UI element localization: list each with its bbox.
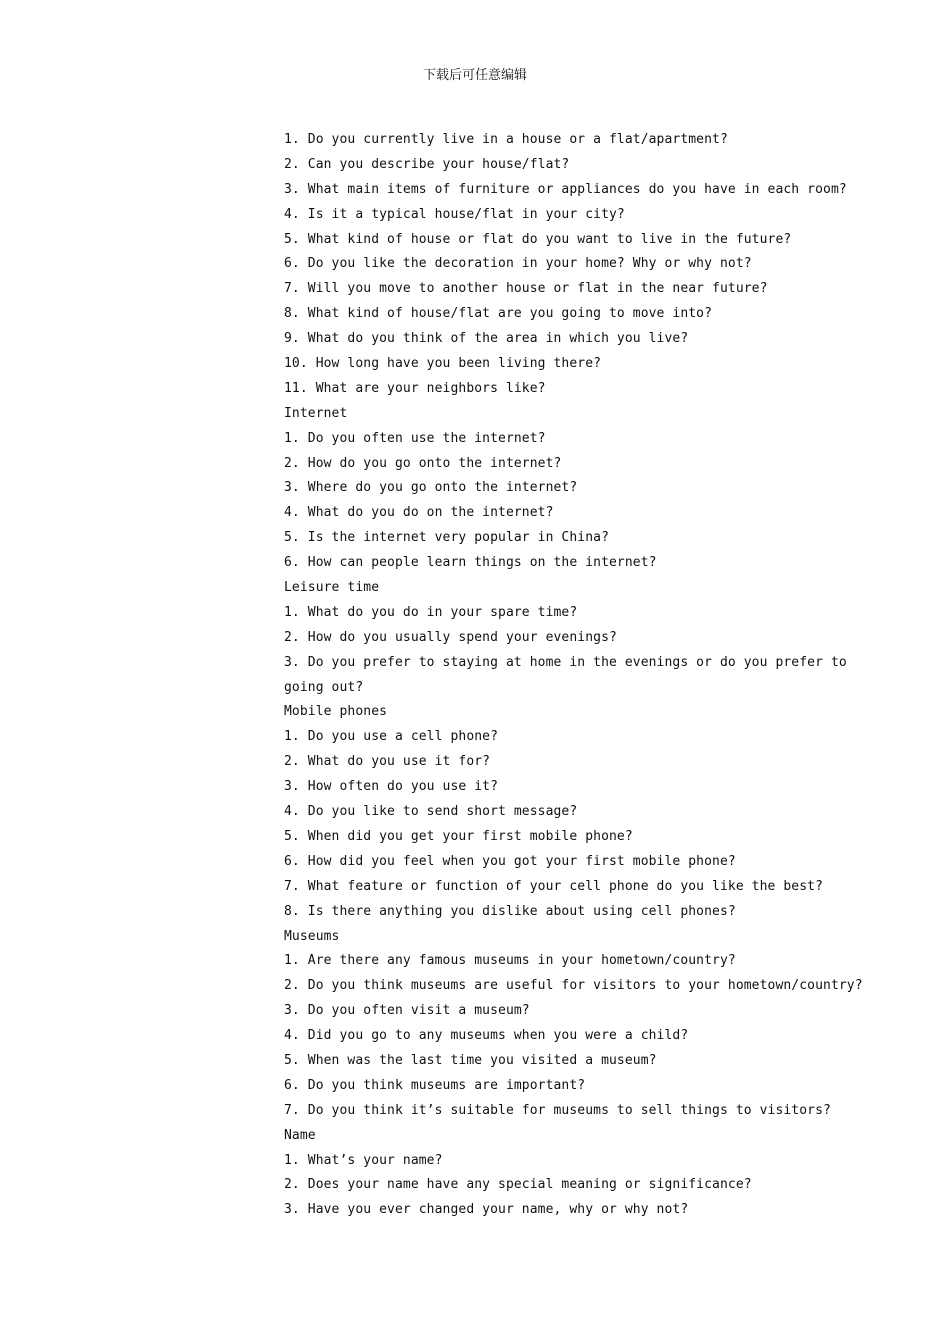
question-line: 2. What do you use it for? (284, 754, 491, 770)
question-line: 3. Do you often visit a museum? (284, 1003, 530, 1019)
question-line: 6. How can people learn things on the internet? (284, 555, 657, 571)
question-line: 1. Do you often use the internet? (284, 430, 546, 446)
page-header-text: 下载后可任意编辑 (422, 68, 527, 83)
question-line: 2. How do you go onto the internet? (284, 455, 562, 471)
question-line: 5. What kind of house or flat do you want to live in the future? (284, 231, 792, 247)
question-line: 4. Do you like to send short message? (284, 804, 578, 820)
document-body (284, 128, 863, 1223)
question-line: 3. Do you prefer to staying at home in the evenings or do you prefer to (284, 654, 847, 670)
question-line: 5. Is the internet very popular in China? (284, 530, 609, 546)
question-line: 11. What are your neighbors like? (284, 380, 546, 396)
question-line: 5. When did you get your first mobile phone? (284, 828, 633, 844)
question-line: 5. When was the last time you visited a museum? (284, 1052, 657, 1068)
question-line: 8. What kind of house/flat are you going to move into? (284, 306, 713, 322)
question-line: 8. Is there anything you dislike about using cell phones? (284, 903, 736, 919)
question-line: 3. Have you ever changed your name, why or why not? (284, 1202, 689, 1218)
question-line: 6. Do you think museums are important? (284, 1077, 586, 1093)
section-heading-internet: Internet (284, 405, 348, 421)
question-line: 10. How long have you been living there? (284, 356, 602, 372)
question-line: 1. What do you do in your spare time? (284, 604, 578, 620)
question-line: 2. Do you think museums are useful for visitors to your hometown/country? (284, 978, 863, 994)
question-line: 9. What do you think of the area in which you live? (284, 331, 689, 347)
question-line: 1. Do you currently live in a house or a flat/apartment? (284, 132, 728, 147)
question-line: 3. How often do you use it? (284, 779, 499, 795)
question-line-continuation: going out? (284, 679, 364, 695)
question-line: 6. How did you feel when you got your first mobile phone? (284, 853, 736, 869)
question-line: 2. Does your name have any special meaning or significance? (284, 1177, 752, 1193)
question-line: 4. Did you go to any museums when you were a child? (284, 1028, 689, 1044)
section-heading-leisure-time: Leisure time (284, 580, 380, 596)
question-line: 1. Do you use a cell phone? (284, 729, 499, 745)
question-line: 4. What do you do on the internet? (284, 505, 554, 521)
section-heading-mobile-phones: Mobile phones (284, 704, 388, 720)
section-heading-museums: Museums (284, 928, 340, 944)
question-line: 7. Do you think it’s suitable for museums to sell things to visitors? (284, 1102, 831, 1118)
page-header (0, 67, 950, 85)
question-line: 3. What main items of furniture or appliances do you have in each room? (284, 181, 847, 197)
section-heading-name: Name (284, 1127, 316, 1143)
question-line: 1. Are there any famous museums in your hometown/country? (284, 953, 736, 969)
question-line: 2. Can you describe your house/flat? (284, 156, 570, 172)
question-line: 3. Where do you go onto the internet? (284, 480, 578, 496)
question-line: 2. How do you usually spend your evenings? (284, 629, 617, 645)
question-line: 7. Will you move to another house or flat in the near future? (284, 281, 768, 297)
question-line: 6. Do you like the decoration in your home? Why or why not? (284, 256, 752, 272)
question-line: 4. Is it a typical house/flat in your city? (284, 206, 625, 222)
question-line: 7. What feature or function of your cell phone do you like the best? (284, 878, 824, 894)
question-line: 1. What’s your name? (284, 1152, 443, 1168)
